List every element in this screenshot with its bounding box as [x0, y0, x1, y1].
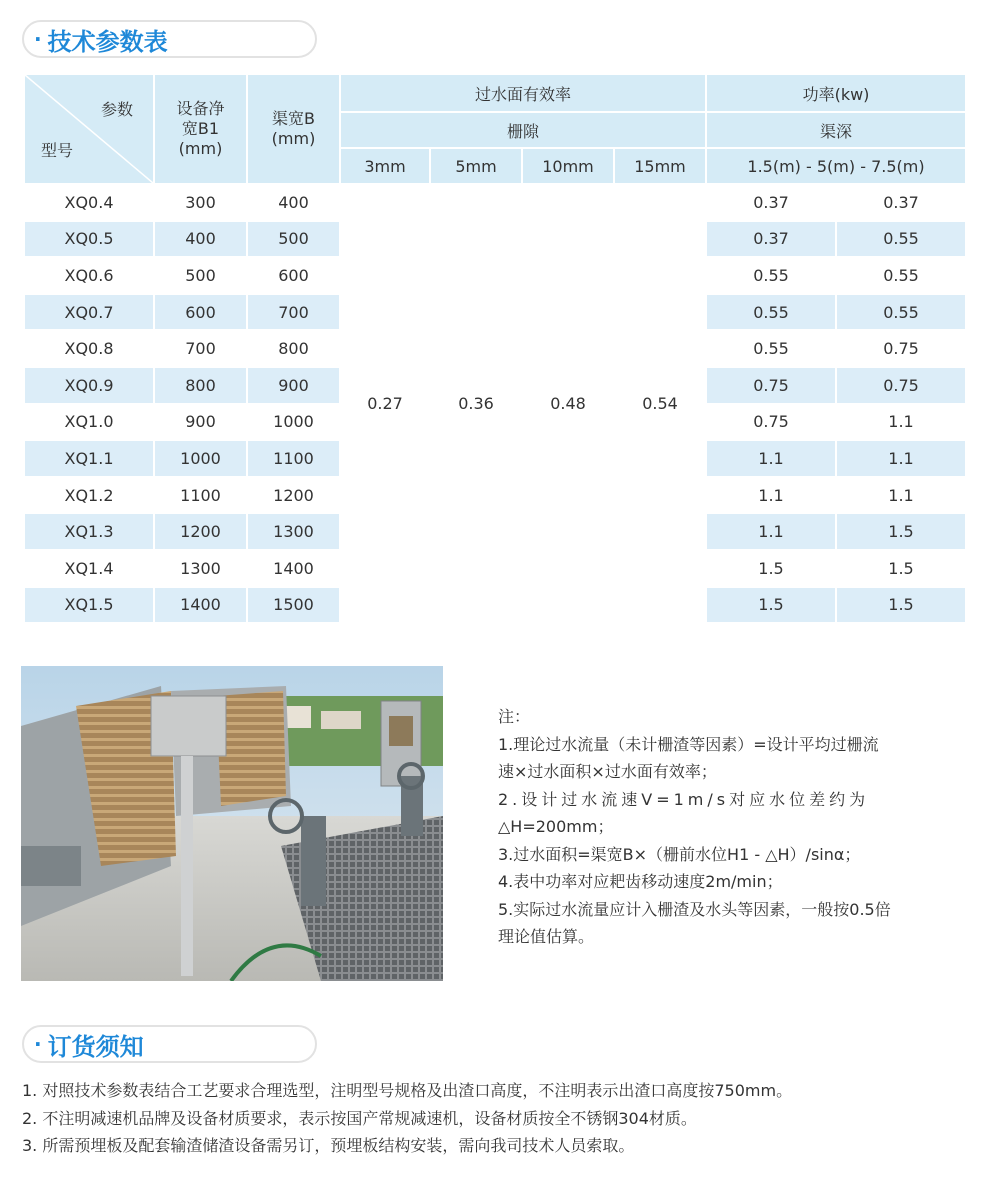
efficiency-cell: 0.48: [523, 185, 613, 622]
b1-cell: 1100: [155, 478, 246, 513]
note-line: 4.表中功率对应耙齿移动速度2m/min；: [498, 872, 783, 891]
b1-cell: 700: [155, 331, 246, 366]
model-cell: XQ0.5: [25, 222, 153, 257]
b1-cell: 1000: [155, 441, 246, 476]
power-cell: 1.1: [707, 478, 835, 513]
corner-model-label: 型号: [41, 141, 74, 160]
col-header-b1: [155, 75, 246, 183]
group-header-power: 功率(kw): [707, 75, 965, 111]
model-cell: XQ0.6: [25, 258, 153, 293]
power-cell: 1.5: [707, 551, 835, 586]
model-cell: XQ1.3: [25, 514, 153, 549]
col-b1-line2: 宽B1: [181, 119, 220, 138]
b-cell: 600: [248, 258, 339, 293]
power-cell: 1.1: [707, 441, 835, 476]
model-cell: XQ1.4: [25, 551, 153, 586]
b1-cell: 300: [155, 185, 246, 220]
model-cell: XQ0.7: [25, 295, 153, 330]
b-cell: 700: [248, 295, 339, 330]
power-cell: 1.1: [837, 478, 965, 513]
section-title-text: 技术参数表: [47, 27, 168, 56]
b-cell: 1300: [248, 514, 339, 549]
section-title-tech-params: [22, 20, 317, 58]
model-cell: XQ0.8: [25, 331, 153, 366]
col-b-line2: (mm): [271, 129, 316, 148]
note-line: 3.过水面积=渠宽B×（栅前水位H1 - △H）/sinα；: [498, 844, 861, 864]
b1-cell: 1200: [155, 514, 246, 549]
power-cell: 0.75: [837, 331, 965, 366]
power-cell: 1.1: [707, 514, 835, 549]
power-cell: 0.37: [837, 185, 965, 220]
model-cell: XQ0.9: [25, 368, 153, 403]
b-cell: 400: [248, 185, 339, 220]
b1-cell: 500: [155, 258, 246, 293]
note-line: 1.理论过水流量（未计栅渣等因素）=设计平均过栅流: [498, 734, 879, 754]
power-cell: 1.1: [837, 441, 965, 476]
power-cell: 0.55: [707, 331, 835, 366]
power-cell: 0.75: [707, 405, 835, 440]
gap-header: 10mm: [523, 149, 613, 183]
group-header-efficiency: 过水面有效率: [341, 75, 705, 111]
notes-block: [498, 703, 968, 951]
power-cell: 0.37: [707, 185, 835, 220]
model-cell: XQ1.5: [25, 588, 153, 623]
note-line: 速×过水面积×过水面有效率；: [498, 762, 717, 781]
power-cell: 0.55: [837, 258, 965, 293]
diagonal-line: [25, 75, 153, 183]
power-cell: 0.75: [837, 368, 965, 403]
power-cell: 0.55: [707, 258, 835, 293]
efficiency-cell: 0.36: [431, 185, 521, 622]
col-b-line1: 渠宽B: [272, 109, 315, 128]
gap-header: 15mm: [615, 149, 705, 183]
power-cell: 1.1: [837, 405, 965, 440]
table-row: [25, 185, 965, 220]
model-cell: XQ1.1: [25, 441, 153, 476]
col-header-b: [248, 75, 339, 183]
power-cell: 0.75: [707, 368, 835, 403]
gap-header: 3mm: [341, 149, 429, 183]
note-line: △H=200mm；: [498, 817, 614, 836]
b1-cell: 1400: [155, 588, 246, 623]
power-cell: 0.55: [837, 295, 965, 330]
section-title-text: 订货须知: [47, 1032, 144, 1061]
col-b1-line3: (mm): [178, 139, 223, 158]
b-cell: 1100: [248, 441, 339, 476]
note-line: 2.设计过水流速V=1m/s对应水位差约为: [498, 789, 870, 809]
depth-range-header: 1.5(m) - 5(m) - 7.5(m): [707, 149, 965, 183]
b1-cell: 800: [155, 368, 246, 403]
power-cell: 1.5: [837, 514, 965, 549]
order-item: 1. 对照技术参数表结合工艺要求合理选型，注明型号规格及出渣口高度，不注明表示出渣口高度按750mm。: [22, 1081, 793, 1100]
power-cell: 1.5: [707, 588, 835, 623]
b-cell: 1400: [248, 551, 339, 586]
b-cell: 1500: [248, 588, 339, 623]
note-line: 理论值估算。: [498, 927, 595, 946]
b-cell: 500: [248, 222, 339, 257]
model-cell: XQ0.4: [25, 185, 153, 220]
order-notes-list: [22, 1077, 982, 1160]
order-item: 2. 不注明减速机品牌及设备材质要求，表示按国产常规减速机，设备材质按全不锈钢304材质。: [22, 1108, 697, 1128]
gap-header: 5mm: [431, 149, 521, 183]
spec-table: [23, 73, 967, 624]
b-cell: 900: [248, 368, 339, 403]
equipment-photo: [21, 666, 443, 981]
subheader-depth: 渠深: [707, 113, 965, 147]
b1-cell: 1300: [155, 551, 246, 586]
corner-header-cell: [25, 75, 153, 183]
b1-cell: 900: [155, 405, 246, 440]
power-cell: 1.5: [837, 551, 965, 586]
section-title-order-notes: [22, 1025, 317, 1063]
bullet-dot-icon: ·: [34, 1032, 42, 1056]
notes-heading: 注：: [498, 707, 531, 726]
b-cell: 1000: [248, 405, 339, 440]
b1-cell: 600: [155, 295, 246, 330]
corner-param-label: 参数: [100, 100, 133, 119]
model-cell: XQ1.2: [25, 478, 153, 513]
order-item: 3. 所需预埋板及配套输渣储渣设备需另订，预埋板结构安装，需向我司技术人员索取。: [22, 1136, 635, 1155]
power-cell: 0.55: [837, 222, 965, 257]
subheader-gap: 栅隙: [341, 113, 705, 147]
bullet-dot-icon: ·: [34, 27, 42, 51]
col-b1-line1: 设备净: [176, 99, 225, 118]
model-cell: XQ1.0: [25, 405, 153, 440]
note-line: 5.实际过水流量应计入栅渣及水头等因素，一般按0.5倍: [498, 899, 891, 919]
efficiency-cell: 0.54: [615, 185, 705, 622]
efficiency-cell: 0.27: [341, 185, 429, 622]
b-cell: 800: [248, 331, 339, 366]
b-cell: 1200: [248, 478, 339, 513]
power-cell: 0.37: [707, 222, 835, 257]
power-cell: 0.55: [707, 295, 835, 330]
b1-cell: 400: [155, 222, 246, 257]
power-cell: 1.5: [837, 588, 965, 623]
